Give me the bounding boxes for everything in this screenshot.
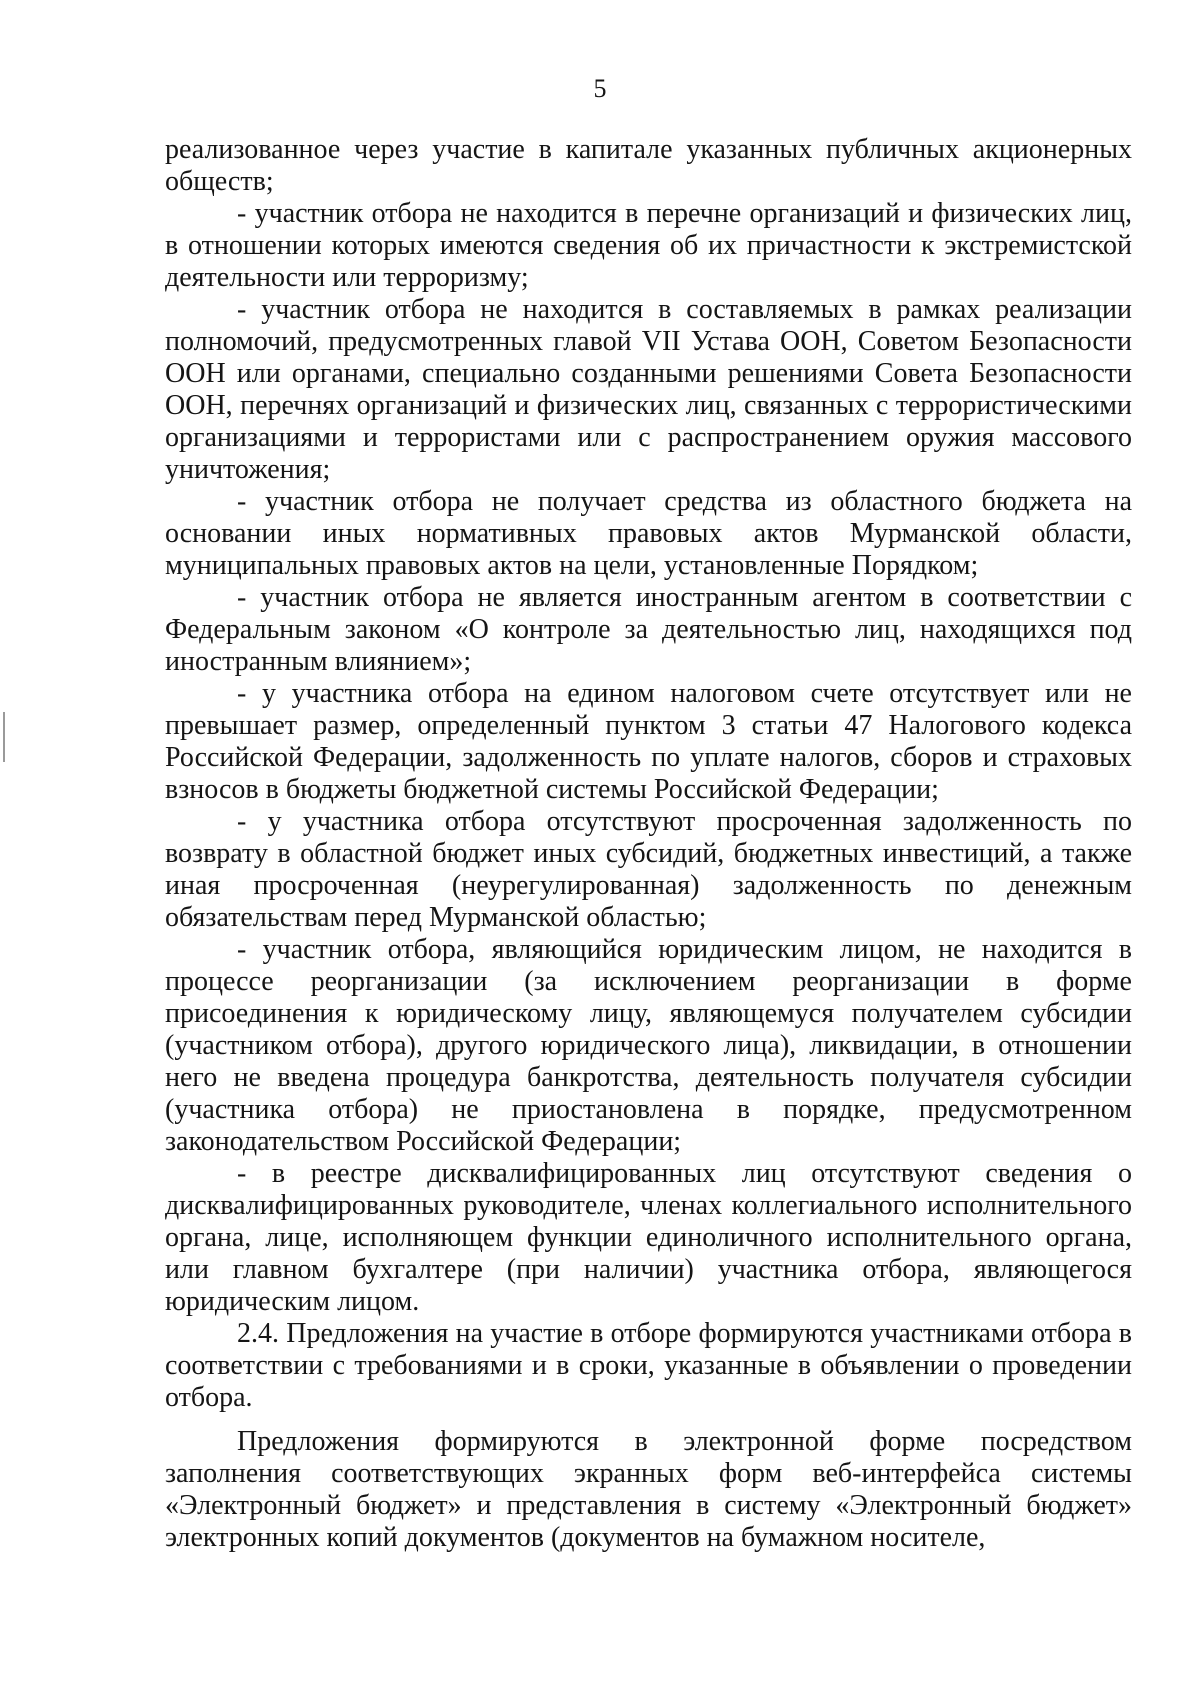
paragraph-overdue-debt: - у участника отбора отсутствуют просроченная задолженность по возврату в областной бюджет иных субсидий, бюджетных инвестиций, а также иная просроченная (неурегулированная) задолженность по денежным обязательствам перед Мурманской областью; xyxy=(165,806,1132,933)
paragraph-un-sanctions-list: - участник отбора не находится в составляемых в рамках реализации полномочий, предусмотренных главой VII Устава ООН, Советом Безопасности ООН или органами, специально созданными решениями Совета Безопасности ООН, перечнях организаций и физических лиц, связанных с террористическими организациями и террористами или с распространением оружия массового уничтожения; xyxy=(165,294,1132,485)
paragraph-disqualified-persons: - в реестре дисквалифицированных лиц отсутствуют сведения о дисквалифицированных руководителе, членах коллегиального исполнительного органа, лице, исполняющем функции единоличного исполнительного органа, или главном бухгалтере (при наличии) участника отбора, являющегося юридическим лицом. xyxy=(165,1158,1132,1317)
paragraph-no-other-budget-funds: - участник отбора не получает средства из областного бюджета на основании иных нормативных правовых актов Мурманской области, муниципальных правовых актов на цели, установленные Порядком; xyxy=(165,486,1132,581)
paragraph-tax-debt: - у участника отбора на едином налоговом счете отсутствует или не превышает размер, определенный пунктом 3 статьи 47 Налогового кодекса Российской Федерации, задолженность по уплате налогов, сборов и страховых взносов в бюджеты бюджетной системы Российской Федерации; xyxy=(165,678,1132,805)
paragraph-continuation: реализованное через участие в капитале указанных публичных акционерных обществ; xyxy=(165,134,1132,197)
paragraph-foreign-agent: - участник отбора не является иностранным агентом в соответствии с Федеральным законом «О контроле за деятельностью лиц, находящихся под иностранным влиянием»; xyxy=(165,582,1132,677)
paragraph-extremism-list: - участник отбора не находится в перечне организаций и физических лиц, в отношении которых имеются сведения об их причастности к экстремистской деятельности или терроризму; xyxy=(165,198,1132,293)
scan-edge-mark xyxy=(3,712,5,762)
paragraph-reorganization: - участник отбора, являющийся юридическим лицом, не находится в процессе реорганизации (за исключением реорганизации в форме присоединения к юридическому лицу, являющемуся получателем субсидии (участником отбора), другого юридического лица), ликвидации, в отношении него не введена процедура банкротства, деятельность получателя субсидии (участника отбора) не приостановлена в порядке, предусмотренном законодательством Российской Федерации; xyxy=(165,934,1132,1157)
document-body xyxy=(165,134,1132,1554)
paragraph-section-2-4: 2.4. Предложения на участие в отборе формируются участниками отбора в соответствии с требованиями и в сроки, указанные в объявлении о проведении отбора. xyxy=(165,1318,1132,1413)
paragraph-electronic-form: Предложения формируются в электронной форме посредством заполнения соответствующих экранных форм веб-интерфейса системы «Электронный бюджет» и представления в систему «Электронный бюджет» электронных копий документов (документов на бумажном носителе, xyxy=(165,1426,1132,1553)
page-number: 5 xyxy=(593,74,607,103)
